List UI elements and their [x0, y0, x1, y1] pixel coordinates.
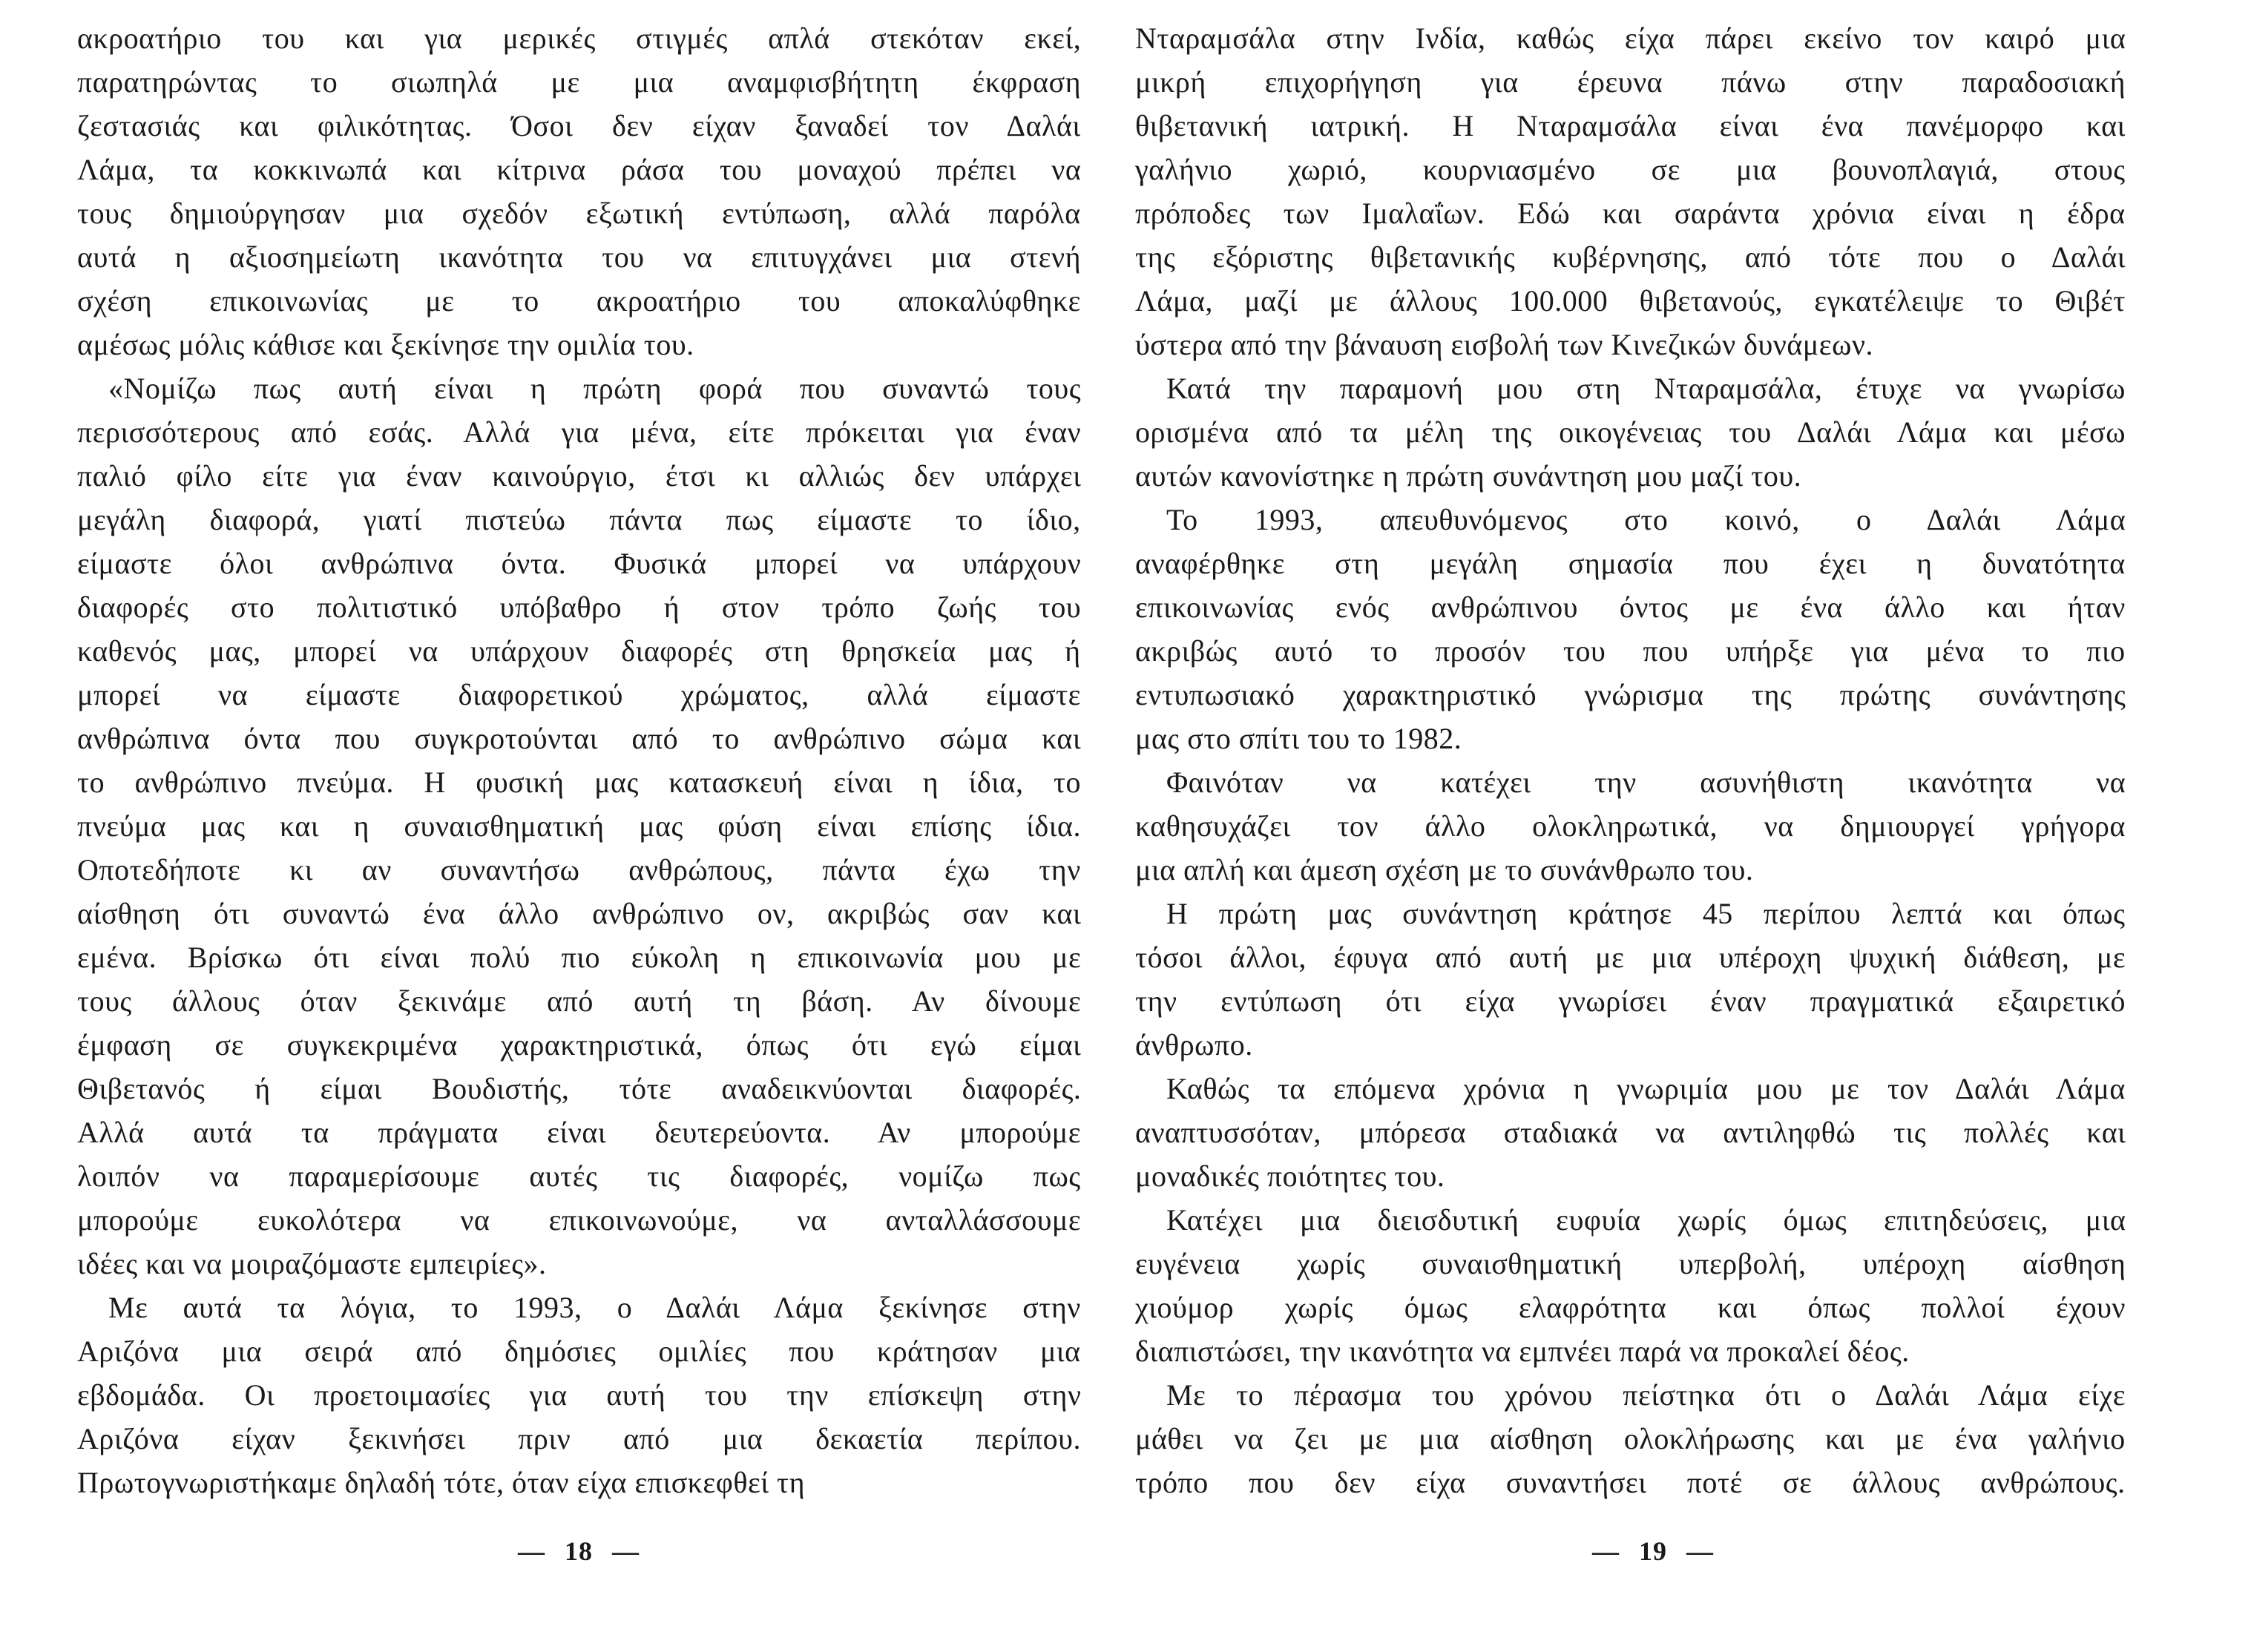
text-line: εμένα. Βρίσκω ότι είναι πολύ πιο εύκολη η επικοινωνία μου με — [77, 941, 1082, 974]
text-line: είμαστε όλοι ανθρώπινα όντα. Φυσικά μπορεί να υπάρχουν — [77, 547, 1082, 580]
text-line: περισσότερους από εσάς. Αλλά για μένα, είτε πρόκειται για έναν — [77, 415, 1082, 449]
text-line: το ανθρώπινο πνεύμα. Η φυσική μας κατασκευή είναι η ίδια, το — [77, 766, 1082, 799]
text-line: ζεστασιάς και φιλικότητας. Όσοι δεν είχαν ξαναδεί τον Δαλάι — [77, 109, 1081, 142]
text-line: θιβετανική ιατρική. Η Νταραμσάλα είναι ένα πανέμορφο και — [1135, 109, 2126, 142]
page-number-dash: — — [1592, 1536, 1620, 1566]
text-line: ακριβώς αυτό το προσόν του που υπήρξε για μένα το πιο — [1135, 634, 2126, 668]
text-line: της εξόριστης θιβετανικής κυβέρνησης, από τότε που ο Δαλάι — [1135, 240, 2126, 274]
text-line: επικοινωνίας ενός ανθρώπινου όντος με ένα άλλο και ήταν — [1135, 590, 2126, 624]
text-line: τόσοι άλλοι, έφυγα από αυτή με μια υπέροχη ψυχική διάθεση, με — [1135, 941, 2126, 974]
text-line: γαλήνιο χωριό, κουρνιασμένο σε μια βουνοπλαγιά, στους — [1135, 153, 2126, 186]
text-line: τρόπο που δεν είχα συναντήσει ποτέ σε άλλους ανθρώπους. — [1135, 1466, 2126, 1499]
text-line: παρατηρώντας το σιωπηλά με μια αναμφισβήτητη έκφραση — [77, 65, 1082, 99]
text-line: αμέσως μόλις κάθισε και ξεκίνησε την ομιλία του. — [77, 328, 694, 361]
text-line: Λάμα, τα κοκκινωπά και κίτρινα ράσα του μοναχού πρέπει να — [77, 153, 1082, 186]
text-line: Θιβετανός ή είμαι Βουδιστής, τότε αναδεικνύονται διαφορές. — [77, 1072, 1082, 1105]
text-line: τους δημιούργησαν μια σχεδόν εξωτική εντύπωση, αλλά παρόλα — [77, 197, 1081, 230]
text-line: μάθει να ζει με μια αίσθηση ολοκλήρωσης και με ένα γαλήνιο — [1135, 1422, 2126, 1455]
text-line: Λάμα, μαζί με άλλους 100.000 θιβετανούς, εγκατέλειψε το Θιβέτ — [1135, 284, 2126, 317]
text-line: ιδέες και να μοιραζόμαστε εμπειρίες». — [77, 1247, 547, 1280]
text-line: καθενός μας, μπορεί να υπάρχουν διαφορές στη θρησκεία μας ή — [77, 634, 1081, 668]
text-line: μοναδικές ποιότητες του. — [1135, 1159, 1445, 1193]
text-line: παλιό φίλο είτε για έναν καινούργιο, έτσι κι αλλιώς δεν υπάρχει — [77, 459, 1082, 493]
text-line: ανθρώπινα όντα που συγκροτούνται από το ανθρώπινο σώμα και — [77, 722, 1082, 755]
text-line: την εντύπωση ότι είχα γνωρίσει έναν πραγματικά εξαιρετικό — [1135, 984, 2126, 1018]
text-line: μεγάλη διαφορά, γιατί πιστεύω πάντα πως είμαστε το ίδιο, — [77, 503, 1081, 536]
text-line: Οποτεδήποτε κι αν συναντήσω ανθρώπους, πάντα έχω την — [77, 853, 1081, 886]
text-line: Αριζόνα είχαν ξεκινήσει πριν από μια δεκαετία περίπου. — [77, 1422, 1081, 1455]
text-line: Αριζόνα μια σειρά από δημόσιες ομιλίες που κράτησαν μια — [77, 1335, 1081, 1368]
page-number-19 — [1573, 1536, 1733, 1567]
text-line: Το 1993, απευθυνόμενος στο κοινό, ο Δαλάι Λάμα — [1166, 503, 2126, 536]
text-line: εντυπωσιακό χαρακτηριστικό γνώρισμα της πρώτης συνάντησης — [1135, 678, 2126, 711]
text-line: αυτών κανονίστηκε η πρώτη συνάντηση μου μαζί του. — [1135, 459, 1802, 493]
text-line: πρόποδες των Ιμαλαΐων. Εδώ και σαράντα χρόνια είναι η έδρα — [1135, 197, 2126, 230]
page-number-dash: — — [1686, 1536, 1714, 1566]
text-line: Νταραμσάλα στην Ινδία, καθώς είχα πάρει εκείνο τον καιρό μια — [1135, 22, 2126, 55]
text-line: μπορούμε ευκολότερα να επικοινωνούμε, να ανταλλάσσουμε — [77, 1203, 1082, 1237]
text-line: εβδομάδα. Οι προετοιμασίες για αυτή του την επίσκεψη στην — [77, 1378, 1082, 1412]
text-line: Κατά την παραμονή μου στη Νταραμσάλα, έτυχε να γνωρίσω — [1166, 372, 2126, 405]
text-line: Καθώς τα επόμενα χρόνια η γνωριμία μου με τον Δαλάι Λάμα — [1166, 1072, 2126, 1105]
page-number-dash: — — [612, 1536, 640, 1566]
text-line: μικρή επιχορήγηση για έρευνα πάνω στην παραδοσιακή — [1135, 65, 2126, 99]
text-line: μας στο σπίτι του το 1982. — [1135, 722, 1462, 755]
text-line: μια απλή και άμεση σχέση με το συνάνθρωπο του. — [1135, 853, 1754, 886]
text-line: τους άλλους όταν ξεκινάμε από αυτή τη βάση. Αν δίνουμε — [77, 984, 1082, 1018]
text-line: μπορεί να είμαστε διαφορετικού χρώματος, αλλά είμαστε — [77, 678, 1081, 711]
text-line: Η πρώτη μας συνάντηση κράτησε 45 περίπου λεπτά και όπως — [1166, 897, 2126, 930]
text-line: καθησυχάζει τον άλλο ολοκληρωτικά, να δημιουργεί γρήγορα — [1135, 809, 2126, 843]
text-line: ύστερα από την βάναυση εισβολή των Κινεζικών δυνάμεων. — [1135, 328, 1874, 361]
text-line: διαφορές στο πολιτιστικό υπόβαθρο ή στον τρόπο ζωής του — [77, 590, 1082, 624]
page-19-text-column — [1135, 16, 2126, 1504]
text-line: σχέση επικοινωνίας με το ακροατήριο του αποκαλύφθηκε — [77, 284, 1081, 317]
text-line: «Νομίζω πως αυτή είναι η πρώτη φορά που συναντώ τους — [108, 372, 1082, 405]
text-line: Με το πέρασμα του χρόνου πείστηκα ότι ο Δαλάι Λάμα είχε — [1166, 1378, 2126, 1412]
text-line: ορισμένα από τα μέλη της οικογένειας του Δαλάι Λάμα και μέσω — [1135, 415, 2126, 449]
text-line: Με αυτά τα λόγια, το 1993, ο Δαλάι Λάμα ξεκίνησε στην — [108, 1291, 1081, 1324]
text-line: άνθρωπο. — [1135, 1028, 1253, 1062]
text-line: λοιπόν να παραμερίσουμε αυτές τις διαφορές, νομίζω πως — [77, 1159, 1081, 1193]
text-line: αναπτυσσόταν, μπόρεσα σταδιακά να αντιληφθώ τις πολλές και — [1135, 1116, 2126, 1149]
text-line: χιούμορ χωρίς όμως ελαφρότητα και όπως πολλοί έχουν — [1135, 1291, 2126, 1324]
text-line: ακροατήριο του και για μερικές στιγμές απλά στεκόταν εκεί, — [77, 22, 1082, 55]
text-line: ευγένεια χωρίς συναισθηματική υπερβολή, υπέροχη αίσθηση — [1135, 1247, 2126, 1280]
text-line: Φαινόταν να κατέχει την ασυνήθιστη ικανότητα να — [1166, 766, 2126, 799]
page-number-value: 19 — [1639, 1536, 1667, 1566]
text-line: έμφαση σε συγκεκριμένα χαρακτηριστικά, όπως ότι εγώ είμαι — [77, 1028, 1082, 1062]
text-line: αυτά η αξιοσημείωτη ικανότητα του να επιτυγχάνει μια στενή — [77, 240, 1082, 274]
text-line: Πρωτογνωριστήκαμε δηλαδή τότε, όταν είχα επισκεφθεί τη — [77, 1466, 806, 1499]
page-number-18 — [499, 1536, 659, 1567]
text-line: αναφέρθηκε στη μεγάλη σημασία που έχει η δυνατότητα — [1135, 547, 2126, 580]
text-line: Κατέχει μια διεισδυτική ευφυία χωρίς όμως επιτηδεύσεις, μια — [1166, 1203, 2126, 1237]
text-line: πνεύμα μας και η συναισθηματική μας φύση είναι επίσης ίδια. — [77, 809, 1081, 843]
text-line: διαπιστώσει, την ικανότητα να εμπνέει παρά να προκαλεί δέος. — [1135, 1335, 1910, 1368]
page-18-text-column — [77, 16, 1081, 1504]
text-line: Αλλά αυτά τα πράγματα είναι δευτερεύοντα. Αν μπορούμε — [77, 1116, 1081, 1149]
page-number-dash: — — [518, 1536, 545, 1566]
text-line: αίσθηση ότι συναντώ ένα άλλο ανθρώπινο ον, ακριβώς σαν και — [77, 897, 1082, 930]
page-number-value: 18 — [565, 1536, 593, 1566]
